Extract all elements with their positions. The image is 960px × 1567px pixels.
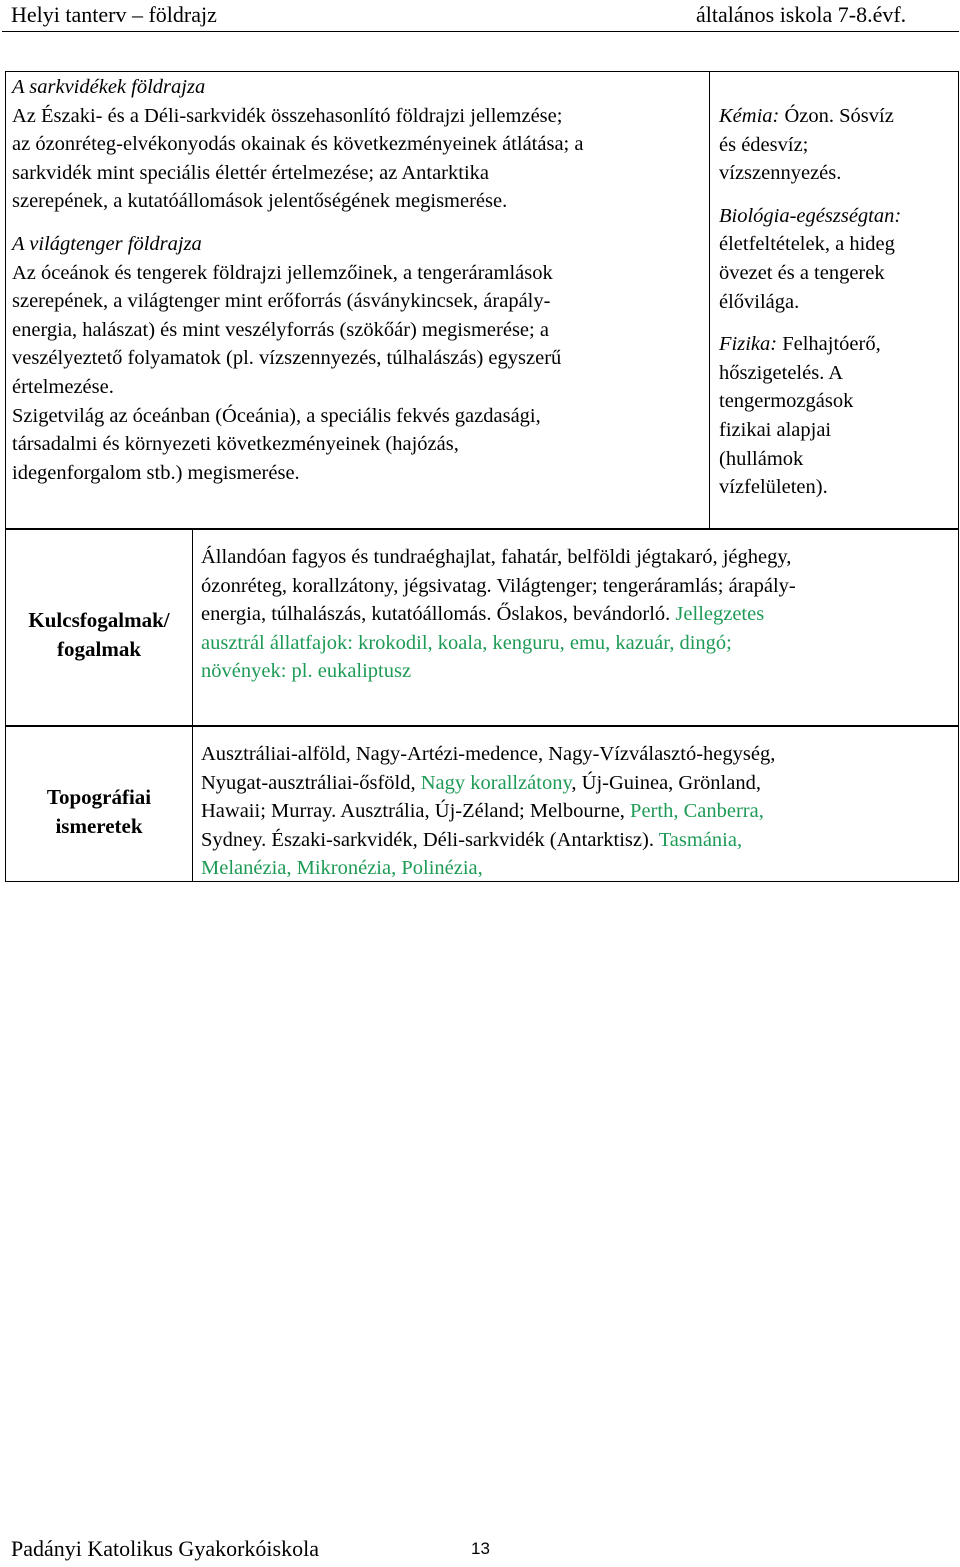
text-line: Az óceánok és tengerek földrajzi jellemzőinek, a tengeráramlások	[12, 261, 553, 284]
highlight-span: Jellegzetes	[675, 603, 765, 626]
kulcsfogalmak-content	[201, 543, 796, 686]
text-line: övezet és a tengerek	[719, 261, 885, 284]
fizika-label: Fizika:	[719, 333, 778, 356]
kulcsfogalmak-label	[6, 606, 192, 664]
kemia-label: Kémia:	[719, 105, 780, 127]
text-line	[201, 797, 775, 826]
text-line: Ausztráliai-alföld, Nagy-Artézi-medence, Nagy-Vízválasztó-hegység,	[201, 743, 776, 765]
text-line: szerepének, a világtenger mint erőforrás (ásványkincsek, árapály-	[12, 290, 551, 313]
highlight-span: Perth, Canberra,	[630, 800, 764, 823]
heading-vilagtenger: A világtenger földrajza	[12, 232, 202, 255]
topografiai-row-divider	[192, 726, 193, 882]
page-number: 13	[471, 1539, 490, 1558]
header-left-title: Helyi tanterv – földrajz	[11, 2, 217, 27]
text-line	[201, 600, 796, 629]
content-side-cell	[719, 102, 901, 502]
text-line: Az Északi- és a Déli-sarkvidék összehasonlító földrajzi jellemzése;	[12, 104, 563, 127]
highlight-line: Melanézia, Mikronézia, Polinézia,	[201, 857, 483, 880]
text-line: hőszigetelés. A	[719, 361, 844, 384]
heading-sarkvidekek: A sarkvidékek földrajza	[12, 76, 206, 98]
text-line: vízszennyezés.	[719, 162, 842, 185]
text-span: Sydney. Északi-sarkvidék, Déli-sarkvidék (Antarktisz).	[201, 828, 659, 851]
text-line	[201, 826, 775, 855]
highlight-line: növények: pl. eukaliptusz	[201, 660, 412, 683]
label-line: ismeretek	[55, 814, 143, 838]
highlight-span: Tasmánia,	[658, 828, 743, 851]
header-right-title: általános iskola 7-8.évf.	[696, 2, 907, 27]
text-line: élővilága.	[719, 290, 800, 313]
header-rule	[2, 31, 959, 32]
biologia-label: Biológia-egészségtan:	[719, 204, 902, 227]
text-line	[201, 769, 775, 798]
text-line: energia, halászat) és mint veszélyforrás (szökőár) megismerése; a	[12, 318, 549, 341]
text-line: sarkvidék mint speciális élettér értelmezése; az Antarktika	[12, 161, 489, 184]
fizika-reference	[719, 330, 901, 359]
text-line: (hullámok	[719, 447, 804, 470]
text-line: idegenforgalom stb.) megismerése.	[12, 461, 300, 484]
text-line: ózonréteg, korallzátony, jégsivatag. Világtenger; tengeráramlás; árapály-	[201, 574, 796, 597]
label-line: Kulcsfogalmak/	[28, 608, 170, 632]
footer-school-name: Padányi Katolikus Gyakorkóiskola	[11, 1536, 319, 1561]
text-line: életfeltételek, a hideg	[719, 233, 895, 256]
content-row-divider	[709, 71, 710, 530]
text-line: szerepének, a kutatóállomások jelentőségének megismerése.	[12, 190, 508, 213]
text-line: Állandóan fagyos és tundraéghajlat, fahatár, belföldi jégtakaró, jéghegy,	[201, 546, 792, 568]
kemia-reference	[719, 102, 901, 131]
text-span: Hawaii; Murray. Ausztrália, Új-Zéland; Melbourne,	[201, 800, 631, 823]
text-line: vízfelületen).	[719, 476, 828, 499]
label-line: Topográfiai	[46, 785, 152, 809]
text-line: Szigetvilág az óceánban (Óceánia), a speciális fekvés gazdasági,	[12, 404, 541, 427]
highlight-line: ausztrál állatfajok: krokodil, koala, kenguru, emu, kazuár, dingó;	[201, 631, 732, 654]
text-line: tengermozgások	[719, 390, 854, 413]
content-main-cell	[12, 73, 583, 487]
text-line: értelmezése.	[12, 375, 114, 398]
text-line: az ózonréteg-elvékonyodás okainak és következményeinek átlátása; a	[12, 133, 584, 156]
text-line: társadalmi és környezeti következményeinek (hajózás,	[12, 433, 459, 456]
label-line: fogalmak	[57, 637, 141, 661]
text-line: fizikai alapjai	[719, 418, 832, 441]
kemia-text: Ózon. Sósvíz	[779, 105, 894, 127]
text-span: Nyugat-ausztráliai-ősföld,	[201, 771, 421, 794]
text-line: és édesvíz;	[719, 133, 809, 156]
topografiai-label	[6, 783, 192, 841]
fizika-text: Felhajtóerő,	[777, 333, 881, 356]
highlight-span: Nagy korallzátony	[420, 771, 572, 794]
text-span: , Új-Guinea, Grönland,	[571, 771, 761, 794]
topografiai-content	[201, 740, 775, 883]
text-line: veszélyeztető folyamatok (pl. vízszennyezés, túlhalászás) egyszerű	[12, 347, 562, 370]
text-span: energia, túlhalászás, kutatóállomás. Őslakos, bevándorló.	[201, 603, 676, 626]
kulcsfogalmak-row-divider	[192, 528, 193, 726]
